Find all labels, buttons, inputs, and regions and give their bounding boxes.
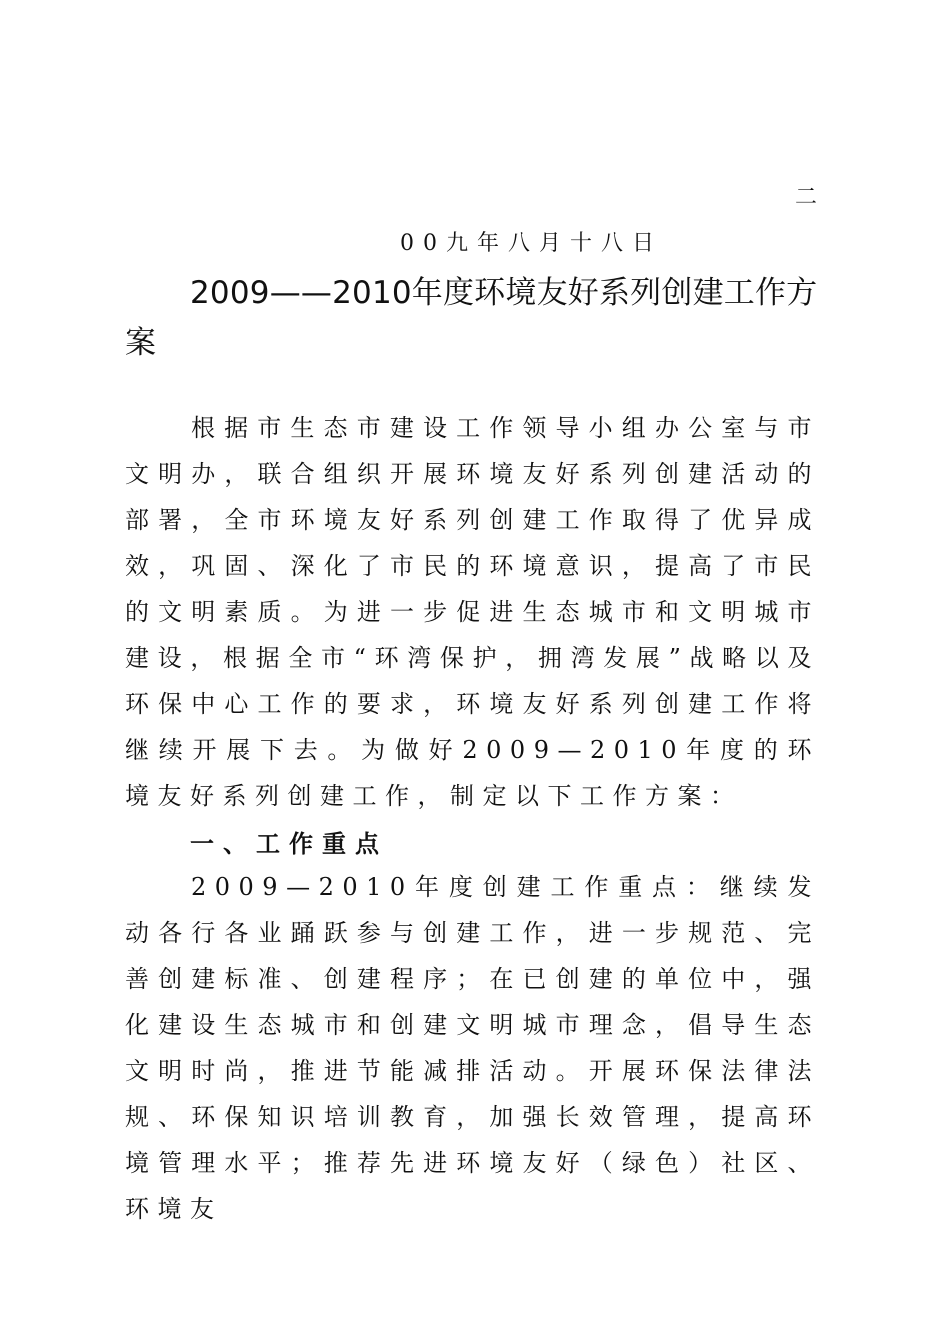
paragraph-intro: 根据市生态市建设工作领导小组办公室与市文明办，联合组织开展环境友好系列创建活动的部署，全市环境友好系列创建工作取得了优异成效，巩固、深化了市民的环境意识，提高了市民的文明素质。为进一步促进生态城市和文明城市建设，根据全市“环湾保护，拥湾发展”战略以及环保中心工作的要求，环境友好系列创建工作将继续开展下去。为做好2009—2010年度的环境友好系列创建工作，制定以下工作方案：: [125, 414, 820, 810]
document-title: 2009——2010年度环境友好系列创建工作方案: [125, 275, 818, 361]
paragraph-work-focus: 2009—2010年度创建工作重点：继续发动各行各业踊跃参与创建工作，进一步规范、完善创建标准、创建程序；在已创建的单位中，强化建设生态城市和创建文明城市理念，倡导生态文明时尚，推进节能减排活动。开展环保法律法规、环保知识培训教育，加强长效管理，提高环境管理水平；推荐先进环境友好（绿色）社区、环境友: [125, 873, 820, 1223]
document-date: 00九年八月十八日: [400, 231, 663, 256]
date-prefix: 二: [795, 185, 818, 210]
section-heading-work-focus: 一、工作重点: [190, 830, 388, 858]
